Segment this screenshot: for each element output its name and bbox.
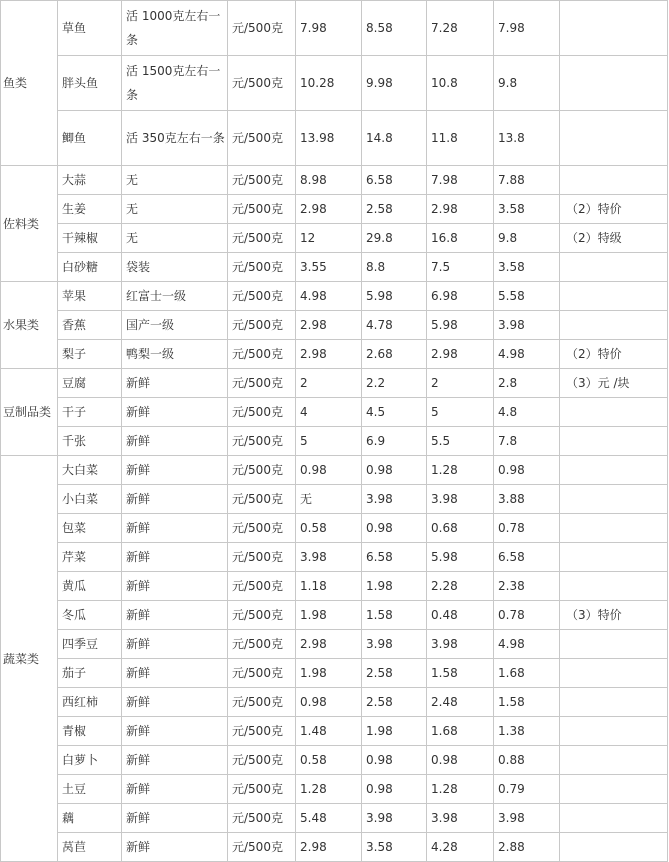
item-spec-cell: 袋装 (122, 253, 228, 282)
note-cell (560, 775, 668, 804)
table-row (1, 282, 668, 311)
note-cell (560, 804, 668, 833)
item-spec-cell: 新鲜 (122, 514, 228, 543)
item-unit-cell: 元/500克 (228, 340, 296, 369)
price-cell-1: 1.98 (296, 601, 362, 630)
item-name-cell: 黄瓜 (58, 572, 122, 601)
price-cell-1: 12 (296, 224, 362, 253)
price-cell-3: 0.98 (427, 746, 494, 775)
price-cell-1: 0.58 (296, 514, 362, 543)
table-row (1, 775, 668, 804)
price-cell-1: 2.98 (296, 311, 362, 340)
item-unit-cell: 元/500克 (228, 746, 296, 775)
note-cell (560, 427, 668, 456)
price-cell-2: 2.58 (362, 688, 427, 717)
item-spec-cell: 新鲜 (122, 543, 228, 572)
item-spec-cell: 无 (122, 166, 228, 195)
price-table-body (1, 1, 668, 862)
price-cell-2: 0.98 (362, 514, 427, 543)
table-row (1, 456, 668, 485)
item-spec-cell: 新鲜 (122, 688, 228, 717)
price-cell-1: 3.55 (296, 253, 362, 282)
item-unit-cell: 元/500克 (228, 398, 296, 427)
price-cell-3: 1.28 (427, 456, 494, 485)
item-name-cell: 草鱼 (58, 1, 122, 56)
price-cell-2: 6.58 (362, 166, 427, 195)
price-cell-2: 3.58 (362, 833, 427, 862)
note-cell (560, 1, 668, 56)
price-cell-4: 0.78 (494, 601, 560, 630)
table-row (1, 166, 668, 195)
price-cell-4: 7.98 (494, 1, 560, 56)
note-cell (560, 166, 668, 195)
note-cell: （3）特价 (560, 601, 668, 630)
item-spec-cell: 新鲜 (122, 398, 228, 427)
category-cell: 佐料类 (1, 166, 58, 282)
price-cell-3: 2.98 (427, 340, 494, 369)
item-name-cell: 白砂糖 (58, 253, 122, 282)
item-spec-cell: 新鲜 (122, 427, 228, 456)
price-cell-1: 2.98 (296, 195, 362, 224)
price-cell-2: 8.8 (362, 253, 427, 282)
table-row (1, 56, 668, 111)
price-cell-1: 2.98 (296, 630, 362, 659)
item-unit-cell: 元/500克 (228, 717, 296, 746)
price-cell-4: 9.8 (494, 56, 560, 111)
item-unit-cell: 元/500克 (228, 311, 296, 340)
note-cell (560, 253, 668, 282)
price-cell-2: 3.98 (362, 804, 427, 833)
item-name-cell: 土豆 (58, 775, 122, 804)
item-name-cell: 香蕉 (58, 311, 122, 340)
note-cell (560, 659, 668, 688)
price-cell-1: 1.18 (296, 572, 362, 601)
item-name-cell: 包菜 (58, 514, 122, 543)
item-name-cell: 冬瓜 (58, 601, 122, 630)
table-row (1, 659, 668, 688)
price-cell-1: 1.48 (296, 717, 362, 746)
item-unit-cell: 元/500克 (228, 456, 296, 485)
price-cell-1: 1.98 (296, 659, 362, 688)
price-cell-3: 7.5 (427, 253, 494, 282)
price-cell-1: 0.98 (296, 688, 362, 717)
price-cell-3: 2.98 (427, 195, 494, 224)
price-cell-3: 10.8 (427, 56, 494, 111)
price-cell-3: 7.28 (427, 1, 494, 56)
item-unit-cell: 元/500克 (228, 166, 296, 195)
table-row (1, 804, 668, 833)
price-cell-4: 3.98 (494, 311, 560, 340)
item-name-cell: 茄子 (58, 659, 122, 688)
price-cell-2: 9.98 (362, 56, 427, 111)
price-cell-1: 1.28 (296, 775, 362, 804)
price-cell-3: 6.98 (427, 282, 494, 311)
item-spec-cell: 新鲜 (122, 630, 228, 659)
item-unit-cell: 元/500克 (228, 427, 296, 456)
category-cell: 水果类 (1, 282, 58, 369)
price-cell-4: 2.88 (494, 833, 560, 862)
price-cell-4: 0.88 (494, 746, 560, 775)
item-name-cell: 干辣椒 (58, 224, 122, 253)
item-unit-cell: 元/500克 (228, 804, 296, 833)
price-cell-4: 3.88 (494, 485, 560, 514)
price-cell-1: 2.98 (296, 340, 362, 369)
item-name-cell: 胖头鱼 (58, 56, 122, 111)
item-unit-cell: 元/500克 (228, 282, 296, 311)
item-spec-cell: 活 350克左右一条 (122, 111, 228, 166)
price-cell-3: 3.98 (427, 485, 494, 514)
note-cell (560, 514, 668, 543)
price-cell-2: 0.98 (362, 456, 427, 485)
item-spec-cell: 新鲜 (122, 717, 228, 746)
price-cell-4: 2.38 (494, 572, 560, 601)
price-cell-3: 0.68 (427, 514, 494, 543)
note-cell: （2）特级 (560, 224, 668, 253)
price-cell-3: 0.48 (427, 601, 494, 630)
price-cell-2: 14.8 (362, 111, 427, 166)
note-cell (560, 717, 668, 746)
note-cell (560, 56, 668, 111)
item-spec-cell: 新鲜 (122, 659, 228, 688)
price-cell-2: 5.98 (362, 282, 427, 311)
price-cell-3: 1.58 (427, 659, 494, 688)
item-spec-cell: 新鲜 (122, 456, 228, 485)
item-unit-cell: 元/500克 (228, 775, 296, 804)
price-cell-2: 29.8 (362, 224, 427, 253)
note-cell (560, 485, 668, 514)
price-cell-3: 16.8 (427, 224, 494, 253)
note-cell (560, 543, 668, 572)
price-cell-3: 5 (427, 398, 494, 427)
price-cell-3: 11.8 (427, 111, 494, 166)
price-cell-4: 0.79 (494, 775, 560, 804)
item-unit-cell: 元/500克 (228, 111, 296, 166)
price-cell-2: 1.58 (362, 601, 427, 630)
price-cell-3: 2.28 (427, 572, 494, 601)
price-cell-3: 4.28 (427, 833, 494, 862)
item-spec-cell: 新鲜 (122, 804, 228, 833)
price-cell-3: 7.98 (427, 166, 494, 195)
price-cell-2: 1.98 (362, 572, 427, 601)
item-unit-cell: 元/500克 (228, 195, 296, 224)
price-cell-3: 1.28 (427, 775, 494, 804)
price-cell-2: 0.98 (362, 746, 427, 775)
price-cell-1: 2.98 (296, 833, 362, 862)
price-cell-2: 2.2 (362, 369, 427, 398)
price-cell-4: 7.8 (494, 427, 560, 456)
price-cell-1: 13.98 (296, 111, 362, 166)
price-cell-4: 1.68 (494, 659, 560, 688)
item-spec-cell: 新鲜 (122, 485, 228, 514)
item-unit-cell: 元/500克 (228, 56, 296, 111)
item-name-cell: 青椒 (58, 717, 122, 746)
item-unit-cell: 元/500克 (228, 688, 296, 717)
price-cell-2: 4.5 (362, 398, 427, 427)
price-cell-4: 9.8 (494, 224, 560, 253)
table-row (1, 311, 668, 340)
price-cell-4: 1.58 (494, 688, 560, 717)
price-cell-4: 4.98 (494, 630, 560, 659)
item-name-cell: 豆腐 (58, 369, 122, 398)
table-row (1, 224, 668, 253)
table-row (1, 746, 668, 775)
price-cell-3: 2.48 (427, 688, 494, 717)
price-cell-2: 2.68 (362, 340, 427, 369)
item-unit-cell: 元/500克 (228, 572, 296, 601)
price-cell-3: 5.5 (427, 427, 494, 456)
table-row (1, 427, 668, 456)
table-row (1, 369, 668, 398)
note-cell (560, 572, 668, 601)
price-cell-1: 2 (296, 369, 362, 398)
item-spec-cell: 新鲜 (122, 601, 228, 630)
price-cell-1: 无 (296, 485, 362, 514)
note-cell (560, 688, 668, 717)
price-cell-1: 3.98 (296, 543, 362, 572)
item-name-cell: 千张 (58, 427, 122, 456)
item-spec-cell: 新鲜 (122, 775, 228, 804)
item-name-cell: 干子 (58, 398, 122, 427)
price-cell-4: 3.58 (494, 253, 560, 282)
item-name-cell: 鲫鱼 (58, 111, 122, 166)
price-cell-3: 1.68 (427, 717, 494, 746)
item-name-cell: 藕 (58, 804, 122, 833)
price-cell-1: 8.98 (296, 166, 362, 195)
item-name-cell: 莴苣 (58, 833, 122, 862)
price-cell-1: 7.98 (296, 1, 362, 56)
item-name-cell: 白萝卜 (58, 746, 122, 775)
table-row (1, 111, 668, 166)
note-cell (560, 746, 668, 775)
table-row (1, 630, 668, 659)
price-cell-4: 4.98 (494, 340, 560, 369)
price-cell-4: 7.88 (494, 166, 560, 195)
price-cell-2: 3.98 (362, 485, 427, 514)
category-cell: 豆制品类 (1, 369, 58, 456)
item-name-cell: 四季豆 (58, 630, 122, 659)
item-unit-cell: 元/500克 (228, 1, 296, 56)
price-cell-1: 4.98 (296, 282, 362, 311)
item-name-cell: 生姜 (58, 195, 122, 224)
price-cell-2: 6.9 (362, 427, 427, 456)
price-cell-3: 5.98 (427, 543, 494, 572)
category-cell: 蔬菜类 (1, 456, 58, 862)
item-unit-cell: 元/500克 (228, 224, 296, 253)
note-cell (560, 833, 668, 862)
item-spec-cell: 新鲜 (122, 833, 228, 862)
price-cell-4: 3.58 (494, 195, 560, 224)
price-cell-2: 4.78 (362, 311, 427, 340)
item-unit-cell: 元/500克 (228, 253, 296, 282)
price-cell-4: 0.98 (494, 456, 560, 485)
price-cell-2: 2.58 (362, 195, 427, 224)
price-cell-2: 1.98 (362, 717, 427, 746)
price-cell-2: 6.58 (362, 543, 427, 572)
price-cell-3: 2 (427, 369, 494, 398)
price-cell-1: 0.58 (296, 746, 362, 775)
price-cell-4: 1.38 (494, 717, 560, 746)
price-cell-2: 2.58 (362, 659, 427, 688)
price-cell-4: 4.8 (494, 398, 560, 427)
category-cell: 鱼类 (1, 1, 58, 166)
item-spec-cell: 活 1000克左右一条 (122, 1, 228, 56)
price-cell-2: 8.58 (362, 1, 427, 56)
price-cell-3: 3.98 (427, 804, 494, 833)
note-cell (560, 456, 668, 485)
item-name-cell: 小白菜 (58, 485, 122, 514)
item-spec-cell: 新鲜 (122, 746, 228, 775)
table-row (1, 340, 668, 369)
price-cell-3: 3.98 (427, 630, 494, 659)
price-cell-4: 13.8 (494, 111, 560, 166)
item-spec-cell: 活 1500克左右一条 (122, 56, 228, 111)
price-cell-3: 5.98 (427, 311, 494, 340)
note-cell (560, 111, 668, 166)
note-cell (560, 630, 668, 659)
item-spec-cell: 新鲜 (122, 369, 228, 398)
table-row (1, 717, 668, 746)
item-name-cell: 西红柿 (58, 688, 122, 717)
note-cell (560, 398, 668, 427)
item-unit-cell: 元/500克 (228, 543, 296, 572)
note-cell (560, 311, 668, 340)
price-cell-4: 5.58 (494, 282, 560, 311)
item-spec-cell: 红富士一级 (122, 282, 228, 311)
table-row (1, 1, 668, 56)
price-cell-2: 0.98 (362, 775, 427, 804)
table-row (1, 833, 668, 862)
item-unit-cell: 元/500克 (228, 601, 296, 630)
price-cell-1: 5 (296, 427, 362, 456)
table-row (1, 485, 668, 514)
price-cell-1: 0.98 (296, 456, 362, 485)
item-name-cell: 大白菜 (58, 456, 122, 485)
item-name-cell: 梨子 (58, 340, 122, 369)
table-row (1, 572, 668, 601)
item-spec-cell: 新鲜 (122, 572, 228, 601)
price-cell-4: 3.98 (494, 804, 560, 833)
price-cell-1: 4 (296, 398, 362, 427)
item-spec-cell: 无 (122, 224, 228, 253)
item-spec-cell: 无 (122, 195, 228, 224)
price-cell-4: 2.8 (494, 369, 560, 398)
price-cell-1: 10.28 (296, 56, 362, 111)
table-row (1, 398, 668, 427)
price-cell-4: 0.78 (494, 514, 560, 543)
note-cell (560, 282, 668, 311)
table-row (1, 253, 668, 282)
item-name-cell: 芹菜 (58, 543, 122, 572)
item-unit-cell: 元/500克 (228, 630, 296, 659)
note-cell: （3）元 /块 (560, 369, 668, 398)
item-unit-cell: 元/500克 (228, 659, 296, 688)
table-row (1, 514, 668, 543)
item-name-cell: 苹果 (58, 282, 122, 311)
table-row (1, 688, 668, 717)
table-row (1, 543, 668, 572)
table-row (1, 601, 668, 630)
item-spec-cell: 国产一级 (122, 311, 228, 340)
item-unit-cell: 元/500克 (228, 485, 296, 514)
item-unit-cell: 元/500克 (228, 369, 296, 398)
price-cell-2: 3.98 (362, 630, 427, 659)
table-row (1, 195, 668, 224)
item-unit-cell: 元/500克 (228, 833, 296, 862)
price-cell-4: 6.58 (494, 543, 560, 572)
note-cell: （2）特价 (560, 340, 668, 369)
note-cell: （2）特价 (560, 195, 668, 224)
item-name-cell: 大蒜 (58, 166, 122, 195)
price-cell-1: 5.48 (296, 804, 362, 833)
item-spec-cell: 鸭梨一级 (122, 340, 228, 369)
item-unit-cell: 元/500克 (228, 514, 296, 543)
